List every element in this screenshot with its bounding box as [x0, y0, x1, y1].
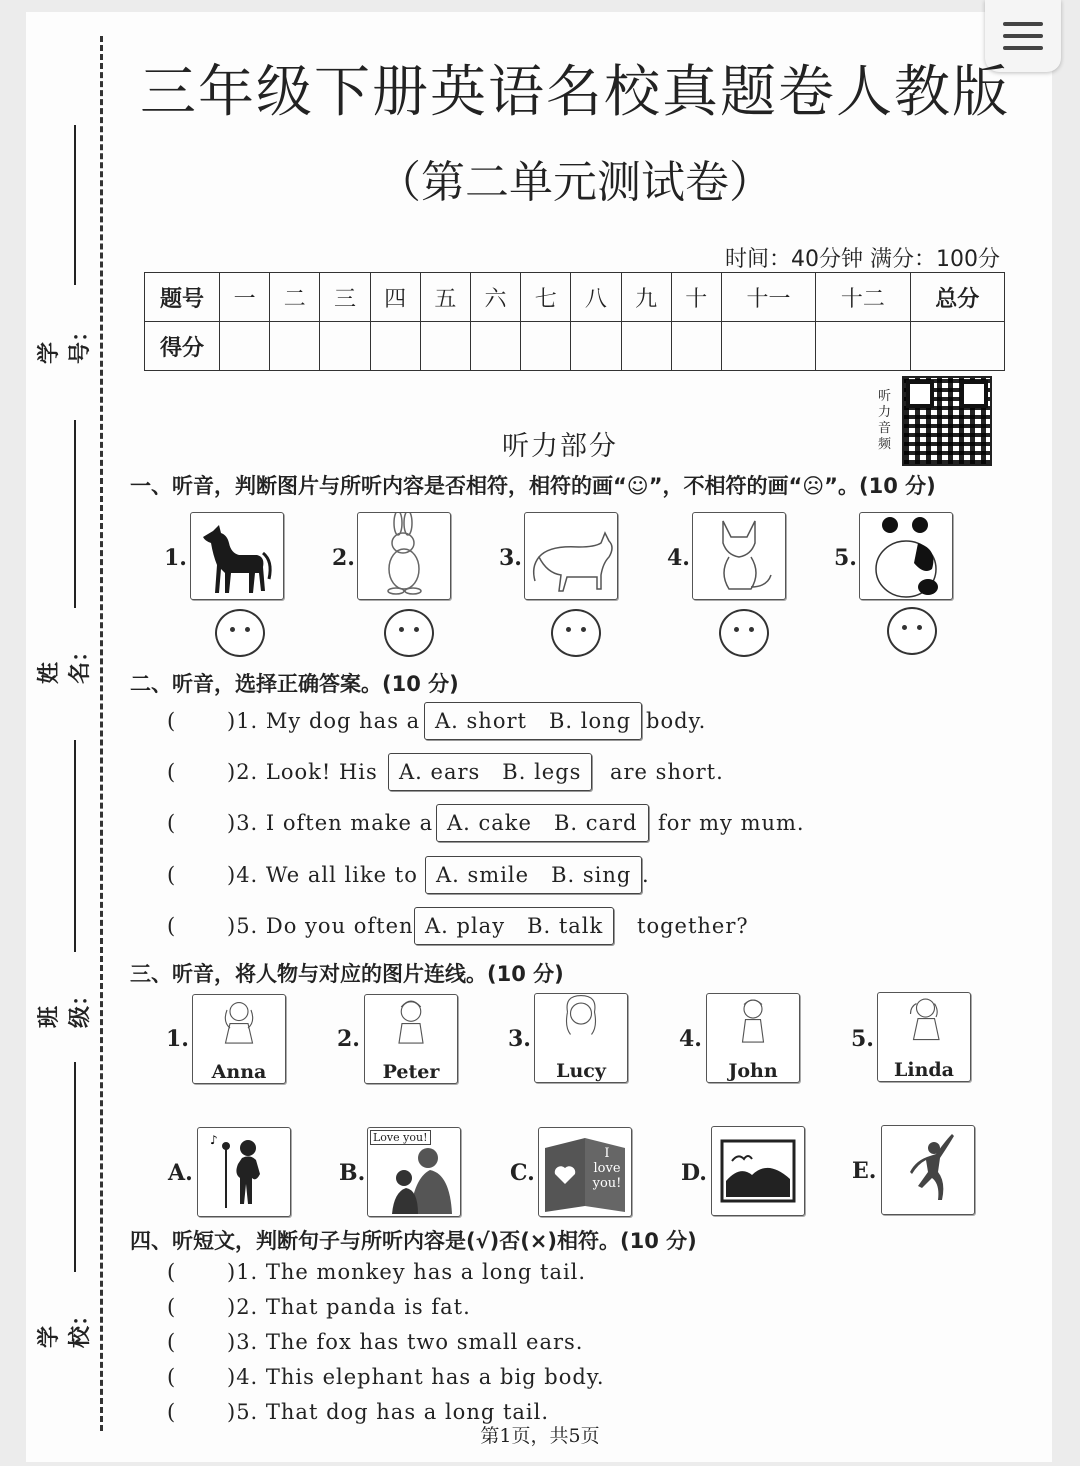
cut-line [100, 36, 103, 1431]
class-label: 班级： [37, 983, 93, 1028]
option-b[interactable]: B. sing [551, 863, 632, 887]
svg-text:♪: ♪ [210, 1133, 218, 1147]
card-line: I [604, 1146, 610, 1161]
table-header-cell: 四 [370, 273, 420, 322]
table-header-cell: 八 [571, 273, 621, 322]
question-text: )3. I often make a [227, 811, 434, 835]
card-line: you! [592, 1176, 622, 1191]
score-cell[interactable] [671, 322, 721, 371]
q3-person-number: 4. [679, 1026, 702, 1052]
score-cell[interactable] [816, 322, 910, 371]
person-peter[interactable] [364, 994, 458, 1084]
q1-item-number: 4. [667, 545, 690, 571]
score-cell[interactable] [571, 322, 621, 371]
option-a[interactable]: A. ears [399, 760, 481, 784]
dog-icon [190, 512, 284, 600]
q1-answer-face-1[interactable] [215, 609, 265, 657]
score-cell[interactable] [320, 322, 370, 371]
table-header-cell: 六 [470, 273, 520, 322]
q3-picture-letter: B. [339, 1160, 366, 1186]
painting-icon[interactable] [711, 1126, 805, 1216]
school-line[interactable] [74, 1062, 76, 1272]
q1-answer-face-5[interactable] [887, 607, 937, 655]
score-cell[interactable] [370, 322, 420, 371]
answer-blank[interactable]: ( [167, 1295, 177, 1319]
person-linda[interactable] [877, 992, 971, 1082]
q3-person-number: 1. [166, 1026, 189, 1052]
option-a[interactable]: A. cake [447, 811, 532, 835]
score-table [144, 272, 1005, 371]
table-header-cell: 五 [420, 273, 470, 322]
question-text: )4. We all like to [227, 863, 418, 887]
table-header-cell: 三 [320, 273, 370, 322]
answer-blank[interactable]: ( [167, 1400, 177, 1424]
school-label: 学校： [37, 1303, 93, 1348]
person-name: Peter [382, 1061, 440, 1083]
listening-section-heading: 听力部分 [502, 431, 618, 462]
score-cell[interactable] [270, 322, 320, 371]
singing-icon[interactable] [197, 1127, 291, 1217]
option-a[interactable]: A. play [425, 914, 506, 938]
table-header-cell: 总分 [910, 273, 1004, 322]
statement-text: )4. This elephant has a big body. [227, 1365, 605, 1389]
hug-caption: Love you! [370, 1130, 431, 1145]
table-header-cell: 题号 [145, 273, 220, 322]
table-header-cell: 十一 [721, 273, 815, 322]
statement-text: )3. The fox has two small ears. [227, 1330, 584, 1354]
rabbit-icon [357, 512, 451, 600]
person-name: Linda [894, 1059, 954, 1081]
table-header-cell: 二 [270, 273, 320, 322]
score-cell[interactable] [220, 322, 270, 371]
question-text: )1. My dog has a [227, 709, 421, 733]
answer-blank[interactable]: ( [167, 811, 177, 835]
page-subtitle: （第二单元测试卷） [377, 157, 773, 208]
score-cell[interactable] [420, 322, 470, 371]
score-cell[interactable] [910, 322, 1004, 371]
card-line: love [593, 1161, 621, 1176]
question-suffix: for my mum. [658, 811, 805, 835]
option-a[interactable]: A. smile [436, 863, 530, 887]
option-b[interactable]: B. talk [527, 914, 604, 938]
answer-blank[interactable]: ( [167, 709, 177, 733]
qr-label: 听力音频 [878, 389, 892, 452]
q1-answer-face-2[interactable] [384, 609, 434, 657]
question-text: )2. Look! His [227, 760, 378, 784]
menu-icon-bar [1003, 22, 1043, 26]
option-b[interactable]: B. legs [502, 760, 582, 784]
table-header-cell: 七 [521, 273, 571, 322]
options-box [424, 702, 642, 740]
statement-text: )2. That panda is fat. [227, 1295, 471, 1319]
name-label: 姓名： [37, 639, 93, 684]
option-b[interactable]: B. card [553, 811, 638, 835]
card-icon[interactable] [538, 1127, 632, 1217]
q3-picture-letter: E. [852, 1158, 877, 1184]
person-name: John [728, 1060, 778, 1082]
q3-picture-letter: C. [510, 1160, 535, 1186]
score-cell[interactable] [721, 322, 815, 371]
q1-title: 一、听音，判断图片与所听内容是否相符，相符的画“☺”，不相符的画“☹”。(10 分) [130, 474, 936, 498]
table-header-cell: 十二 [816, 273, 910, 322]
q1-item-number: 1. [164, 545, 187, 571]
page-footer: 第1页，共5页 [480, 1425, 600, 1447]
answer-blank[interactable]: ( [167, 1330, 177, 1354]
q1-item-number: 2. [332, 545, 355, 571]
fox-icon [692, 512, 786, 600]
answer-blank[interactable]: ( [167, 1365, 177, 1389]
q2-title: 二、听音，选择正确答案。(10 分) [130, 672, 459, 696]
score-cell[interactable] [621, 322, 671, 371]
answer-blank[interactable]: ( [167, 863, 177, 887]
options-box [414, 907, 614, 945]
answer-blank[interactable]: ( [167, 1260, 177, 1284]
q1-answer-face-4[interactable] [719, 609, 769, 657]
person-anna[interactable] [192, 994, 286, 1084]
options-box [388, 753, 592, 791]
table-row [145, 322, 1005, 371]
q1-item-number: 5. [834, 545, 857, 571]
q3-picture-letter: A. [168, 1160, 193, 1186]
cat-icon [524, 512, 618, 600]
table-row [145, 273, 1005, 322]
table-row-head: 得分 [145, 322, 220, 371]
person-name: Anna [211, 1061, 267, 1083]
person-name: Lucy [556, 1060, 606, 1082]
option-a[interactable]: A. short [435, 709, 527, 733]
table-header-cell: 九 [621, 273, 671, 322]
table-header-cell: 一 [220, 273, 270, 322]
question-suffix: . [642, 863, 650, 887]
person-john[interactable] [706, 993, 800, 1083]
score-cell[interactable] [521, 322, 571, 371]
panda-icon [859, 512, 953, 600]
page-title: 三年级下册英语名校真题卷人教版 [140, 60, 1010, 125]
option-b[interactable]: B. long [548, 709, 632, 733]
class-line[interactable] [74, 740, 76, 952]
q1-answer-face-3[interactable] [551, 609, 601, 657]
student-id-label: 学号： [37, 319, 93, 364]
score-cell[interactable] [470, 322, 520, 371]
q3-person-number: 2. [337, 1026, 360, 1052]
q3-person-number: 3. [508, 1026, 531, 1052]
card-text [587, 1146, 627, 1191]
answer-blank[interactable]: ( [167, 914, 177, 938]
question-suffix: together? [637, 914, 749, 938]
statement-text: )5. That dog has a long tail. [227, 1400, 550, 1424]
question-suffix: are short. [610, 760, 724, 784]
q4-title: 四、听短文，判断句子与所听内容是(√)否(×)相符。(10 分) [130, 1229, 697, 1253]
student-id-line[interactable] [74, 125, 76, 285]
answer-blank[interactable]: ( [167, 760, 177, 784]
q3-picture-letter: D. [681, 1160, 707, 1186]
q3-person-number: 5. [851, 1026, 874, 1052]
question-suffix: body. [646, 709, 707, 733]
options-box [436, 804, 649, 842]
q1-item-number: 3. [499, 545, 522, 571]
table-header-cell: 十 [671, 273, 721, 322]
dancing-icon[interactable] [881, 1125, 975, 1215]
menu-icon-bar [1003, 34, 1043, 38]
person-lucy[interactable] [534, 993, 628, 1083]
time-score-info: 时间：40分钟 满分：100分 [725, 247, 1000, 272]
q3-title: 三、听音，将人物与对应的图片连线。(10 分) [130, 962, 564, 986]
options-box [425, 856, 642, 894]
statement-text: )1. The monkey has a long tail. [227, 1260, 587, 1284]
hug-icon[interactable] [367, 1127, 461, 1217]
question-text: )5. Do you often [227, 914, 414, 938]
